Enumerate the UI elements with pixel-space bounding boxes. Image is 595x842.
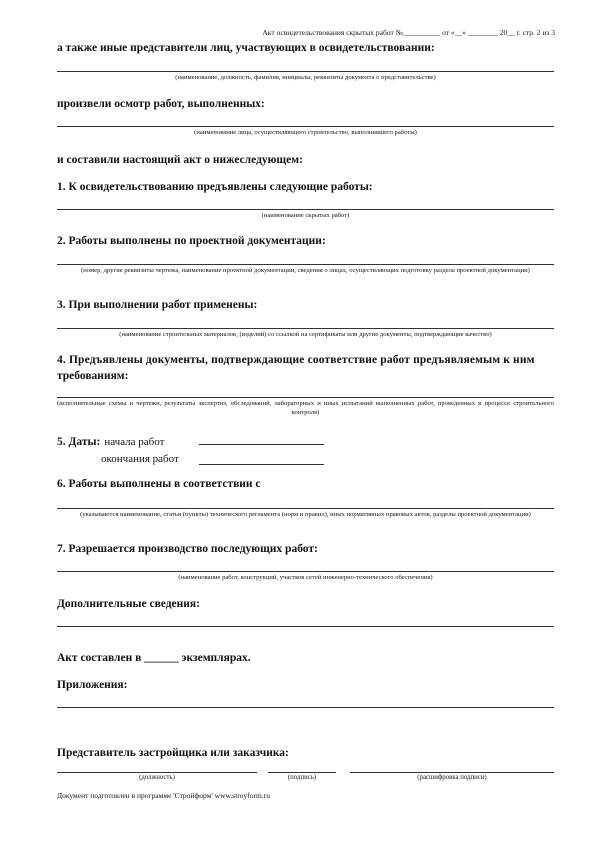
section-6-heading: 6. Работы выполнены в соответствии с [57,478,261,490]
section-7-field[interactable] [57,571,554,572]
copies-count-blank[interactable]: ______ [144,652,179,664]
position-field[interactable] [57,772,257,773]
section-4-field[interactable] [57,397,554,398]
section-5-row-start [57,432,164,450]
inspected-field[interactable] [57,126,554,127]
section-4-heading-line1: 4. Предъявлены документы, подтверждающие соответствие работ предъявляемым к ним [57,354,535,366]
start-date-field[interactable] [199,444,324,445]
representatives-caption: (наименование, должность, фамилия, инициалы, реквизиты документа о представительстве) [175,74,436,81]
copies-line [57,652,251,664]
year-blank[interactable]: __ [507,28,515,37]
section-3-field[interactable] [57,328,554,329]
name-decode-caption: (расшифровка подписи) [417,774,487,781]
section-4-heading-line2: требованиям: [57,370,129,382]
attachments-heading: Приложения: [57,679,128,691]
attachments-field[interactable] [57,707,554,708]
section-5-heading: 5. Даты: [57,436,101,448]
section-3-heading: 3. При выполнении работ применены: [57,299,258,311]
section-1-caption: (наименование скрытых работ) [261,212,350,219]
additional-info-field[interactable] [57,626,554,627]
header-year-prefix: » ________ 20 [462,28,508,37]
section-2-field[interactable] [57,264,554,265]
start-date-label: начала работ [104,436,165,448]
page-number: г. стр. 2 из 3 [516,28,555,37]
signature-caption: (подпись) [287,774,317,781]
representative-heading: Представитель застройщика или заказчика: [57,747,289,759]
header-title: Акт освидетельствования скрытых работ № [262,28,403,37]
section-4-caption: (исполнительные схемы и чертежи, результаты экспертиз, обследований, лабораторных и иных испытаний выполненных работ, проведенных в процессе строительного контроля) [57,400,554,416]
section-2-heading: 2. Работы выполнены по проектной документации: [57,235,326,247]
section-3-caption: (наименование строительных материалов, (изделий) со ссылкой на сертификаты или другие документы, подтверждающие качество) [119,331,492,338]
section-1-heading: 1. К освидетельствованию предъявлены следующие работы: [57,181,373,193]
end-date-field[interactable] [199,464,324,465]
act-number-blank[interactable]: __________ [402,28,441,37]
section-1-field[interactable] [57,209,554,210]
page-footer: Документ подготовлен в программе 'Стройформ' www.stroyform.ru [57,791,271,800]
signature-field[interactable] [268,772,336,773]
representatives-field[interactable] [57,71,554,72]
position-caption: (должность) [139,774,175,781]
section-2-caption: (номер, другие реквизиты чертежа, наименование проектной документации, сведения о лицах, осуществляющих подготовку раздела проектной документации) [81,267,530,274]
day-blank[interactable]: __ [454,28,463,37]
copies-suffix: экземплярах. [181,652,251,664]
section-6-caption: (указываются наименование, статьи (пункты) технического регламента (норм и правил), иных нормативных правовых актов, разделы проектной документации) [80,511,531,518]
inspected-heading: произвели осмотр работ, выполненных: [57,98,265,110]
section-7-caption: (наименование работ, конструкций, участков сетей инженерно-технического обеспечения) [178,574,433,581]
inspected-caption: (наименование лица, осуществляющего строительство, выполнившего работы) [194,129,417,136]
copies-prefix: Акт составлен в [57,652,142,664]
additional-info-heading: Дополнительные сведения: [57,598,200,610]
act-heading: и составили настоящий акт о нижеследующем: [57,154,303,166]
name-decode-field[interactable] [350,772,554,773]
end-date-label: окончания работ [101,453,179,465]
header-date-from: от « [442,28,455,37]
page-header [0,28,555,37]
representatives-heading: а также иные представители лиц, участвующих в освидетельствовании: [57,42,435,54]
section-7-heading: 7. Разрешается производство последующих работ: [57,543,318,555]
section-6-field[interactable] [57,508,554,509]
